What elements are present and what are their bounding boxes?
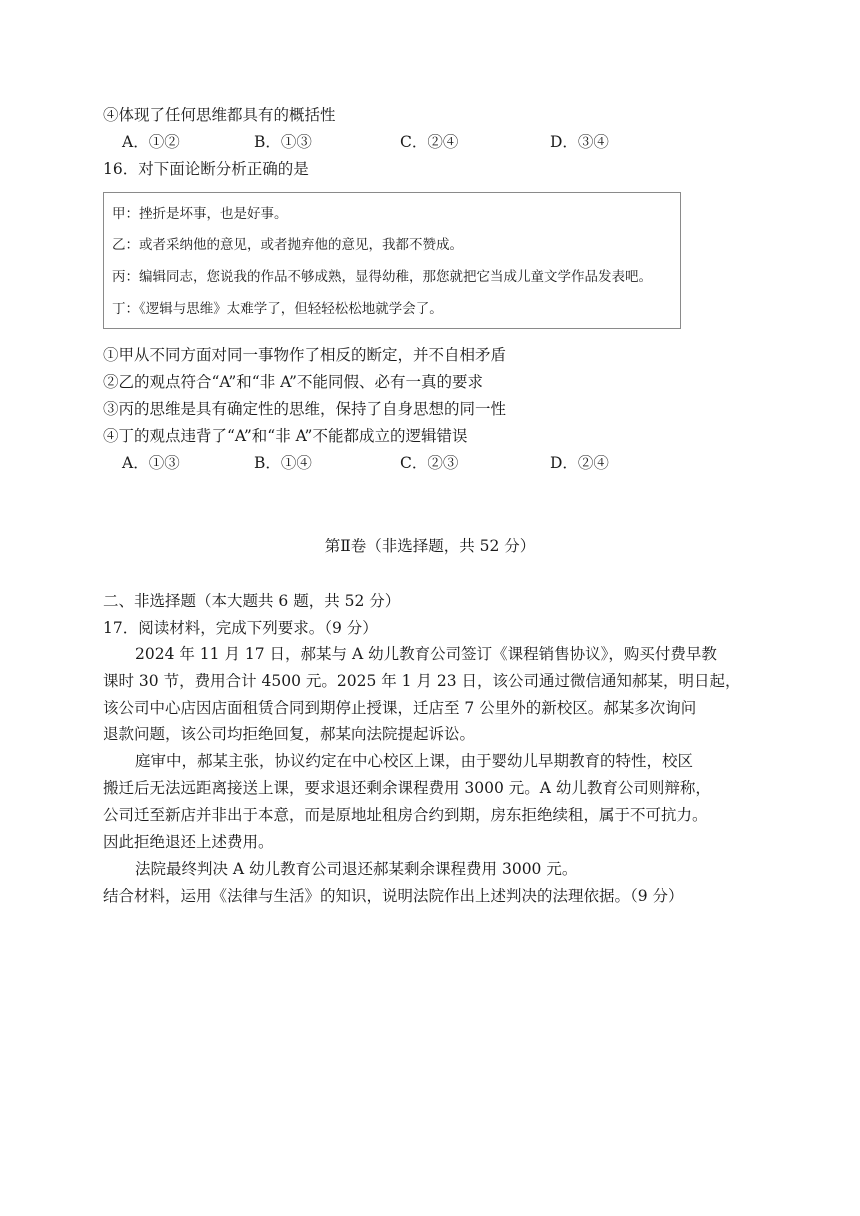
q17-paragraph-line: 庭审中，郝某主张，协议约定在中心校区上课，由于婴幼儿早期教育的特性，校区 [135, 752, 694, 770]
q17-paragraph-line: 该公司中心店因店面租赁合同到期停止授课，迁店至 7 公里外的新校区。郝某多次询问 [103, 699, 697, 717]
q16-options [122, 452, 609, 474]
q17-stem: 17．阅读材料，完成下列要求。（9 分） [103, 619, 378, 637]
q16-option-b: B．①④ [254, 454, 312, 472]
q17-paragraph-line: 退款问题，该公司均拒绝回复，郝某向法院提起诉讼。 [103, 725, 476, 743]
q16-item-3: ③丙的思维是具有确定性的思维，保持了自身思想的同一性 [103, 400, 507, 418]
q16-statement-box [103, 192, 681, 329]
q16-stem: 16．对下面论断分析正确的是 [103, 160, 309, 178]
q17-paragraph-line: 因此拒绝退还上述费用。 [103, 833, 274, 851]
q16-statement-bing: 丙：编辑同志，您说我的作品不够成熟，显得幼稚，那您就把它当成儿童文学作品发表吧。 [112, 269, 652, 285]
q17-paragraph-line: 搬迁后无法远距离接送上课，要求退还剩余课程费用 3000 元。A 幼儿教育公司则辩称， [103, 779, 711, 797]
q15-option-a: A．①② [122, 133, 180, 151]
q16-statement-yi: 乙：或者采纳他的意见，或者抛弃他的意见，我都不赞成。 [112, 237, 463, 253]
q15-option-c: C．②④ [400, 133, 459, 151]
q15-option-d: D．③④ [550, 133, 609, 151]
q17-paragraph-line: 法院最终判决 A 幼儿教育公司退还郝某剩余课程费用 3000 元。 [135, 860, 578, 878]
q16-option-a: A．①③ [122, 454, 180, 472]
section-title: 第Ⅱ卷（非选择题，共 52 分） [324, 537, 536, 555]
q17-question: 结合材料，运用《法律与生活》的知识，说明法院作出上述判决的法理依据。（9 分） [103, 887, 684, 905]
q15-item-4: ④体现了任何思维都具有的概括性 [103, 106, 336, 124]
q16-statement-ding: 丁：《逻辑与思维》太难学了，但轻轻松松地就学会了。 [112, 301, 443, 317]
q16-statement-jia: 甲：挫折是坏事，也是好事。 [112, 206, 288, 222]
q15-options [122, 131, 609, 153]
q16-item-4: ④丁的观点违背了“A”和“非 A”不能都成立的逻辑错误 [103, 427, 468, 445]
q15-option-b: B．①③ [254, 133, 312, 151]
q16-item-2: ②乙的观点符合“A”和“非 A”不能同假、必有一真的要求 [103, 373, 483, 391]
q17-paragraph-line: 公司迁至新店并非出于本意，而是原地址租房合约到期，房东拒绝续租，属于不可抗力。 [103, 806, 708, 824]
q16-option-d: D．②④ [550, 454, 609, 472]
part2-heading: 二、非选择题（本大题共 6 题，共 52 分） [103, 592, 401, 610]
q16-item-1: ①甲从不同方面对同一事物作了相反的断定，并不自相矛盾 [103, 346, 507, 364]
q17-paragraph-line: 课时 30 节，费用合计 4500 元。2025 年 1 月 23 日，该公司通过微信通知郝某，明日起， [103, 672, 741, 690]
q16-option-c: C．②③ [400, 454, 459, 472]
q17-paragraph-line: 2024 年 11 月 17 日，郝某与 A 幼儿教育公司签订《课程销售协议》，购买付费早教 [135, 645, 717, 663]
